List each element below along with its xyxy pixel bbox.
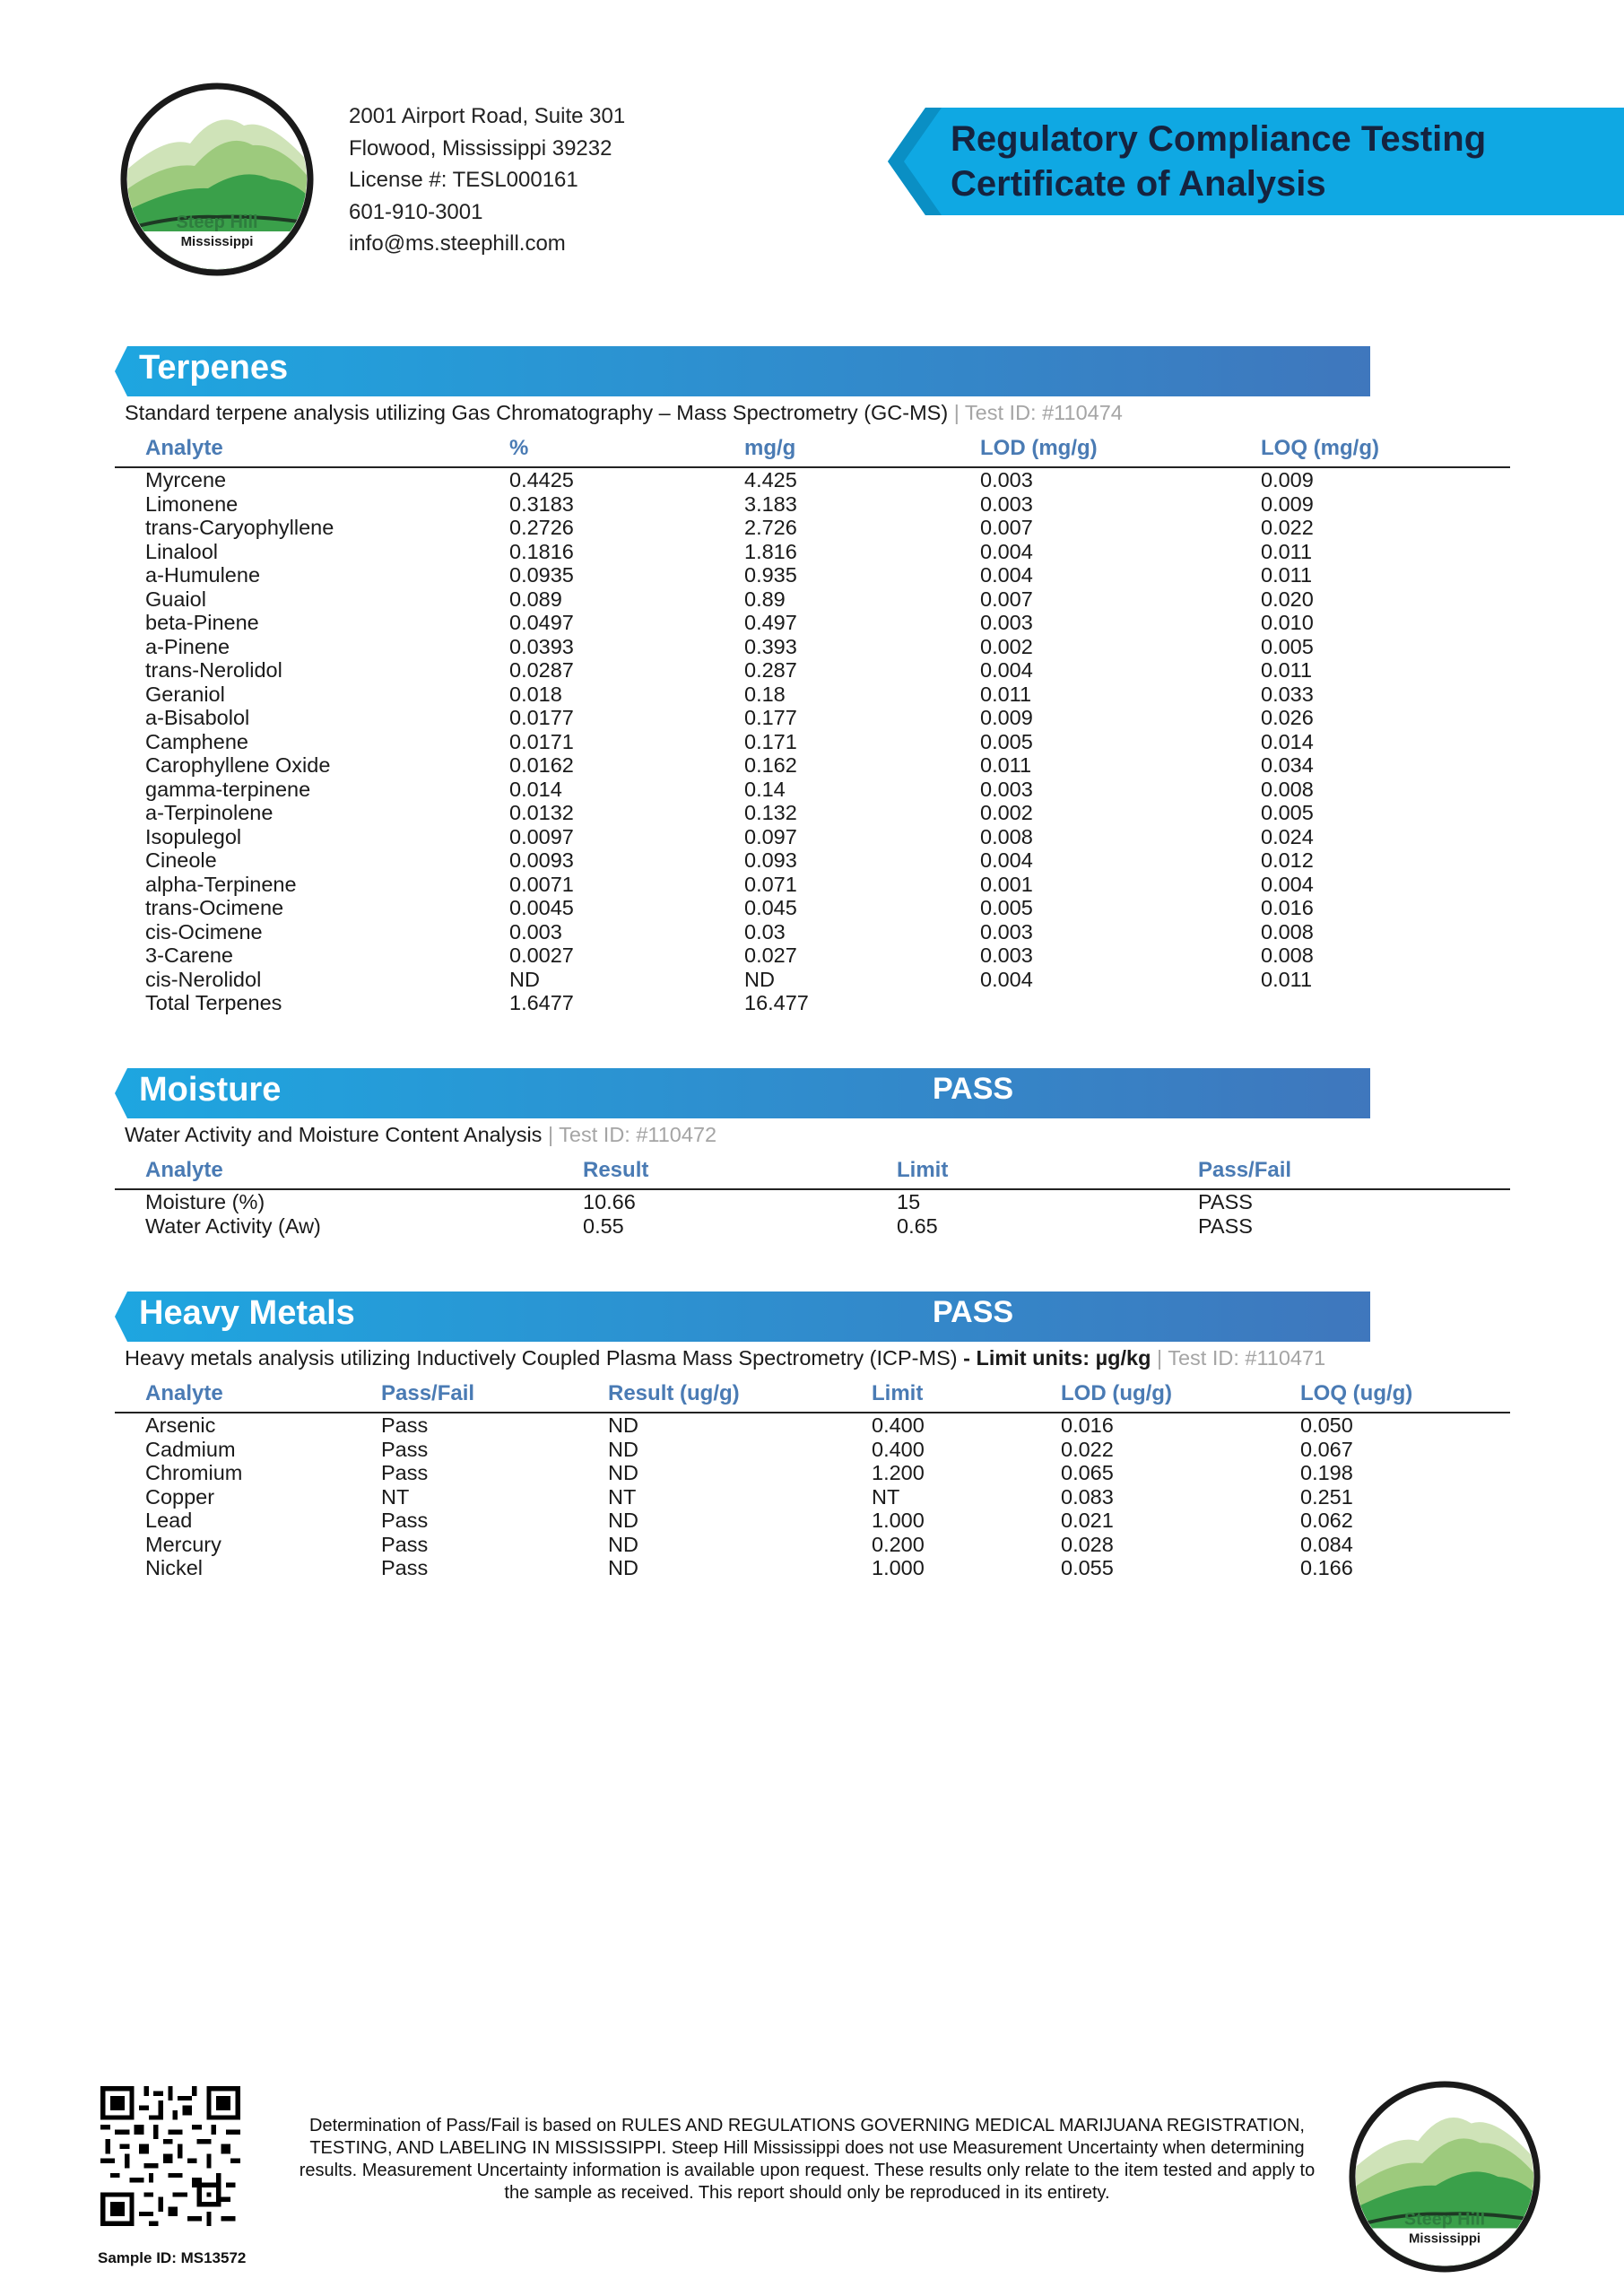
table-cell: 0.0393: [509, 634, 574, 658]
table-cell: 0.0935: [509, 563, 574, 587]
terpene-row: [115, 635, 1510, 659]
moisture-test-id: | Test ID: #110472: [542, 1123, 717, 1146]
table-cell: 0.093: [744, 848, 797, 872]
table-cell: 0.008: [1261, 919, 1314, 944]
table-cell: 0.89: [744, 587, 786, 611]
logo-text-steep-hill: Steep Hill: [1403, 2209, 1486, 2230]
table-cell: Myrcene: [145, 468, 227, 491]
terpene-row: [115, 920, 1510, 944]
col-analyte: Analyte: [145, 1381, 223, 1405]
table-cell: Limonene: [145, 491, 239, 516]
heavy-metals-table-body: [115, 1413, 1510, 1580]
table-cell: 0.2726: [509, 516, 574, 539]
sample-id: Sample ID: MS13572: [98, 2249, 247, 2266]
moisture-table-header: [115, 1156, 1510, 1190]
terpene-row: [115, 540, 1510, 564]
col-limit: Limit: [872, 1381, 924, 1405]
table-cell: ND: [744, 967, 775, 991]
terpene-row: [115, 873, 1510, 897]
table-cell: 0.0162: [509, 753, 574, 777]
pass-fail-disclaimer: Determination of Pass/Fail is based on RULES AND REGULATIONS GOVERNING MEDICAL MARIJUANA REGISTRATION, TESTING, AND LABELING IN MISSISSIPPI. Steep Hill Mississippi does not use Measurement Uncertainty when determining results. Measurement Uncertainty information is available upon request. These results only relate to the item tested and apply to the sample as received. This report should only be reproduced in its entirety.: [299, 2116, 1316, 2203]
address-line-license: License #: TESL000161: [349, 168, 578, 192]
moisture-title: Moisture: [139, 1071, 282, 1109]
table-cell: 0.009: [980, 706, 1033, 729]
moisture-status-badge: PASS: [933, 1072, 1014, 1106]
table-cell: 0.005: [1261, 801, 1314, 824]
table-cell: 0.011: [1261, 539, 1313, 563]
terpene-row: [115, 611, 1510, 635]
terpene-row: [115, 896, 1510, 920]
table-cell: 0.132: [744, 801, 797, 824]
table-cell: beta-Pinene: [145, 611, 259, 634]
heavy-metals-method: Heavy metals analysis utilizing Inductively Coupled Plasma Mass Spectrometry (ICP-MS): [125, 1346, 958, 1370]
table-cell: 1.6477: [509, 991, 574, 1014]
table-cell: 0.003: [509, 919, 562, 944]
table-cell: 0.03: [744, 919, 786, 944]
logo-text-steep-hill: Steep Hill: [176, 213, 258, 232]
table-cell: 0.055: [1061, 1556, 1114, 1579]
table-cell: 0.0497: [509, 611, 574, 634]
table-cell: Nickel: [145, 1556, 203, 1579]
table-cell: 0.0171: [509, 729, 574, 753]
table-cell: 3-Carene: [145, 944, 233, 967]
table-cell: 0.011: [1261, 563, 1313, 587]
table-cell: 1.816: [744, 539, 797, 563]
col-analyte: Analyte: [145, 436, 223, 460]
logo-text-mississippi: Mississippi: [180, 234, 254, 249]
table-cell: 0.003: [980, 468, 1033, 491]
terpenes-title: Terpenes: [139, 349, 289, 387]
table-cell: 0.004: [980, 967, 1033, 991]
heavy-metals-test-id: | Test ID: #110471: [1151, 1346, 1326, 1370]
table-cell: 0.55: [583, 1213, 624, 1238]
table-cell: 0.003: [980, 611, 1033, 634]
table-cell: a-Pinene: [145, 634, 230, 658]
terpenes-method: Standard terpene analysis utilizing Gas Chromatography – Mass Spectrometry (GC-MS): [125, 401, 949, 424]
table-cell: a-Bisabolol: [145, 706, 250, 729]
col-limit: Limit: [897, 1158, 949, 1182]
table-cell: 0.0287: [509, 658, 574, 682]
col-loq: LOQ (mg/g): [1261, 436, 1379, 460]
table-cell: Geraniol: [145, 682, 225, 706]
col-result: Result: [583, 1158, 649, 1182]
table-cell: PASS: [1198, 1190, 1253, 1213]
terpene-row: [115, 683, 1510, 707]
table-cell: 0.097: [744, 824, 797, 848]
table-cell: 0.011: [980, 753, 1032, 777]
table-cell: trans-Ocimene: [145, 896, 284, 919]
table-cell: ND: [608, 1509, 638, 1532]
heavy-metals-description: [125, 1346, 1325, 1370]
table-cell: alpha-Terpinene: [145, 872, 297, 896]
table-cell: 0.0045: [509, 896, 574, 919]
table-cell: 0.005: [1261, 634, 1314, 658]
table-cell: NT: [872, 1484, 900, 1509]
table-cell: ND: [509, 967, 540, 991]
table-cell: 0.166: [1300, 1556, 1353, 1579]
table-cell: 0.005: [980, 729, 1033, 753]
table-cell: 0.008: [1261, 944, 1314, 967]
table-cell: 0.089: [509, 587, 562, 611]
col-loq: LOQ (ug/g): [1300, 1381, 1413, 1405]
table-cell: 0.016: [1261, 896, 1314, 919]
table-cell: 0.003: [980, 491, 1033, 516]
table-cell: PASS: [1198, 1213, 1253, 1238]
table-cell: 0.4425: [509, 468, 574, 491]
heavy-metal-row: [115, 1461, 1510, 1485]
heavy-metal-row: [115, 1533, 1510, 1557]
table-cell: 0.0177: [509, 706, 574, 729]
terpene-row: [115, 587, 1510, 612]
table-cell: 0.034: [1261, 753, 1314, 777]
table-cell: 0.200: [872, 1532, 925, 1556]
table-cell: 0.171: [744, 729, 797, 753]
banner-title: [951, 117, 1486, 206]
table-cell: 0.021: [1061, 1509, 1114, 1532]
table-cell: 0.287: [744, 658, 797, 682]
table-cell: Arsenic: [145, 1413, 216, 1437]
terpene-row: [115, 730, 1510, 754]
table-cell: 4.425: [744, 468, 797, 491]
table-cell: 10.66: [583, 1190, 636, 1213]
table-cell: 3.183: [744, 491, 797, 516]
table-cell: gamma-terpinene: [145, 777, 311, 801]
terpenes-description: [125, 401, 1123, 425]
terpene-row: [115, 991, 1510, 1015]
table-cell: 0.003: [980, 919, 1033, 944]
table-cell: a-Humulene: [145, 563, 261, 587]
table-cell: 0.007: [980, 587, 1033, 611]
table-cell: 0.009: [1261, 468, 1314, 491]
lab-address-block: [349, 100, 625, 260]
table-cell: 15: [897, 1190, 921, 1213]
table-cell: 0.003: [980, 777, 1033, 801]
table-cell: ND: [608, 1556, 638, 1579]
table-cell: Carophyllene Oxide: [145, 753, 331, 777]
table-cell: 0.014: [509, 777, 562, 801]
moisture-row: [115, 1190, 1510, 1214]
col-pass-fail: Pass/Fail: [381, 1381, 475, 1405]
table-cell: 0.18: [744, 682, 786, 706]
table-cell: ND: [608, 1461, 638, 1484]
terpenes-table: [115, 434, 1510, 1015]
table-cell: cis-Ocimene: [145, 919, 263, 944]
table-cell: trans-Nerolidol: [145, 658, 282, 682]
table-cell: 0.033: [1261, 682, 1314, 706]
table-cell: 0.022: [1261, 516, 1314, 539]
terpene-row: [115, 516, 1510, 540]
heavy-metals-title: Heavy Metals: [139, 1294, 355, 1332]
moisture-description: [125, 1123, 716, 1147]
table-cell: 0.935: [744, 563, 797, 587]
table-cell: 0.011: [980, 682, 1032, 706]
heavy-metal-row: [115, 1556, 1510, 1580]
table-cell: 0.14: [744, 777, 786, 801]
table-cell: Camphene: [145, 729, 248, 753]
table-cell: ND: [608, 1532, 638, 1556]
terpene-row: [115, 778, 1510, 802]
table-cell: ND: [608, 1413, 638, 1437]
table-cell: Total Terpenes: [145, 991, 282, 1014]
address-line-phone: 601-910-3001: [349, 199, 483, 224]
terpene-row: [115, 468, 1510, 492]
logo-text-mississippi: Mississippi: [1408, 2231, 1481, 2247]
table-cell: 0.177: [744, 706, 797, 729]
terpene-row: [115, 944, 1510, 968]
moisture-table: [115, 1156, 1510, 1238]
col-percent: %: [509, 436, 529, 460]
table-cell: 0.083: [1061, 1484, 1114, 1509]
table-cell: 0.024: [1261, 824, 1314, 848]
table-cell: 0.0097: [509, 824, 574, 848]
table-cell: Pass: [381, 1413, 429, 1437]
heavy-metal-row: [115, 1438, 1510, 1462]
table-cell: Cineole: [145, 848, 217, 872]
heavy-metals-limit-units: - Limit units: µg/kg: [957, 1346, 1151, 1370]
terpenes-table-header: [115, 434, 1510, 468]
table-cell: 0.022: [1061, 1437, 1114, 1461]
steep-hill-logo-footer: [1347, 2079, 1542, 2274]
table-cell: 0.008: [980, 824, 1033, 848]
terpenes-table-body: [115, 468, 1510, 1015]
table-cell: 0.050: [1300, 1413, 1353, 1437]
table-cell: 0.497: [744, 611, 797, 634]
table-cell: 0.393: [744, 634, 797, 658]
table-cell: 0.198: [1300, 1461, 1353, 1484]
table-cell: 0.067: [1300, 1437, 1353, 1461]
table-cell: 0.020: [1261, 587, 1314, 611]
table-cell: Mercury: [145, 1532, 221, 1556]
table-cell: 0.011: [1261, 658, 1313, 682]
table-cell: Pass: [381, 1437, 429, 1461]
table-cell: 0.071: [744, 872, 797, 896]
moisture-row: [115, 1214, 1510, 1239]
table-cell: 0.251: [1300, 1484, 1353, 1509]
table-cell: 0.0093: [509, 848, 574, 872]
table-cell: 0.002: [980, 801, 1033, 824]
table-cell: 0.162: [744, 753, 797, 777]
col-lod: LOD (mg/g): [980, 436, 1098, 460]
table-cell: 0.016: [1061, 1413, 1114, 1437]
terpene-row: [115, 848, 1510, 873]
table-cell: 0.084: [1300, 1532, 1353, 1556]
table-cell: ND: [608, 1437, 638, 1461]
terpene-row: [115, 968, 1510, 992]
table-cell: 0.008: [1261, 777, 1314, 801]
table-cell: Linalool: [145, 539, 219, 563]
table-cell: 0.004: [980, 848, 1033, 872]
table-cell: 0.004: [980, 658, 1033, 682]
address-line-city: Flowood, Mississippi 39232: [349, 135, 612, 161]
address-line-street: 2001 Airport Road, Suite 301: [349, 104, 626, 128]
table-cell: 0.027: [744, 944, 797, 967]
table-cell: 0.004: [1261, 872, 1314, 896]
heavy-metal-row: [115, 1413, 1510, 1438]
table-cell: NT: [381, 1484, 410, 1509]
heavy-metals-table: [115, 1379, 1510, 1580]
table-cell: cis-Nerolidol: [145, 967, 262, 991]
table-cell: 0.001: [980, 872, 1033, 896]
moisture-section-bar: [115, 1068, 1370, 1118]
table-cell: 0.045: [744, 896, 797, 919]
heavy-metal-row: [115, 1509, 1510, 1533]
table-cell: 0.3183: [509, 491, 574, 516]
table-cell: Pass: [381, 1509, 429, 1532]
terpene-row: [115, 492, 1510, 517]
terpene-row: [115, 706, 1510, 730]
banner-title-line1: Regulatory Compliance Testing: [951, 119, 1487, 159]
table-cell: 0.014: [1261, 729, 1314, 753]
terpene-row: [115, 753, 1510, 778]
table-cell: Moisture (%): [145, 1190, 265, 1213]
table-cell: 0.0132: [509, 801, 574, 824]
table-cell: 0.026: [1261, 706, 1314, 729]
col-lod: LOD (ug/g): [1061, 1381, 1172, 1405]
col-pass-fail: Pass/Fail: [1198, 1158, 1292, 1182]
table-cell: 0.0071: [509, 872, 574, 896]
table-cell: 0.012: [1261, 848, 1314, 872]
terpenes-test-id: | Test ID: #110474: [948, 401, 1123, 424]
table-cell: 0.400: [872, 1437, 925, 1461]
table-cell: 0.004: [980, 563, 1033, 587]
table-cell: 0.400: [872, 1413, 925, 1437]
table-cell: NT: [608, 1484, 637, 1509]
table-cell: Isopulegol: [145, 824, 242, 848]
table-cell: Pass: [381, 1461, 429, 1484]
table-cell: 0.065: [1061, 1461, 1114, 1484]
terpene-row: [115, 801, 1510, 825]
steep-hill-logo: [118, 81, 316, 278]
table-cell: 0.018: [509, 682, 562, 706]
table-cell: 1.200: [872, 1461, 925, 1484]
address-line-email: info@ms.steephill.com: [349, 231, 566, 256]
col-result: Result (ug/g): [608, 1381, 740, 1405]
table-cell: 0.1816: [509, 539, 574, 563]
table-cell: 0.062: [1300, 1509, 1353, 1532]
table-cell: 16.477: [744, 991, 809, 1014]
terpene-row: [115, 825, 1510, 849]
table-cell: 0.0027: [509, 944, 574, 967]
table-cell: Pass: [381, 1556, 429, 1579]
table-cell: Cadmium: [145, 1437, 236, 1461]
table-cell: 0.003: [980, 944, 1033, 967]
table-cell: 0.004: [980, 539, 1033, 563]
table-cell: 0.010: [1261, 611, 1314, 634]
banner-title-line2: Certificate of Analysis: [951, 164, 1326, 204]
table-cell: 0.011: [1261, 967, 1313, 991]
table-cell: Copper: [145, 1484, 215, 1509]
table-cell: 2.726: [744, 516, 797, 539]
moisture-table-body: [115, 1190, 1510, 1238]
table-cell: 0.65: [897, 1213, 938, 1238]
col-analyte: Analyte: [145, 1158, 223, 1182]
table-cell: trans-Caryophyllene: [145, 516, 334, 539]
table-cell: 0.009: [1261, 491, 1314, 516]
col-mg-per-g: mg/g: [744, 436, 796, 460]
moisture-method: Water Activity and Moisture Content Analysis: [125, 1123, 543, 1146]
heavy-metals-status-badge: PASS: [933, 1295, 1014, 1329]
table-cell: 0.002: [980, 634, 1033, 658]
heavy-metal-row: [115, 1485, 1510, 1509]
table-cell: a-Terpinolene: [145, 801, 274, 824]
table-cell: 0.028: [1061, 1532, 1114, 1556]
table-cell: Guaiol: [145, 587, 206, 611]
terpene-row: [115, 563, 1510, 587]
table-cell: Pass: [381, 1532, 429, 1556]
table-cell: 1.000: [872, 1509, 925, 1532]
table-cell: Water Activity (Aw): [145, 1213, 321, 1238]
terpenes-section-bar: [115, 346, 1370, 396]
table-cell: Lead: [145, 1509, 193, 1532]
heavy-metals-table-header: [115, 1379, 1510, 1413]
terpene-row: [115, 658, 1510, 683]
table-cell: Chromium: [145, 1461, 243, 1484]
table-cell: 1.000: [872, 1556, 925, 1579]
table-cell: 0.007: [980, 516, 1033, 539]
qr-code[interactable]: [100, 2086, 240, 2226]
table-cell: 0.005: [980, 896, 1033, 919]
